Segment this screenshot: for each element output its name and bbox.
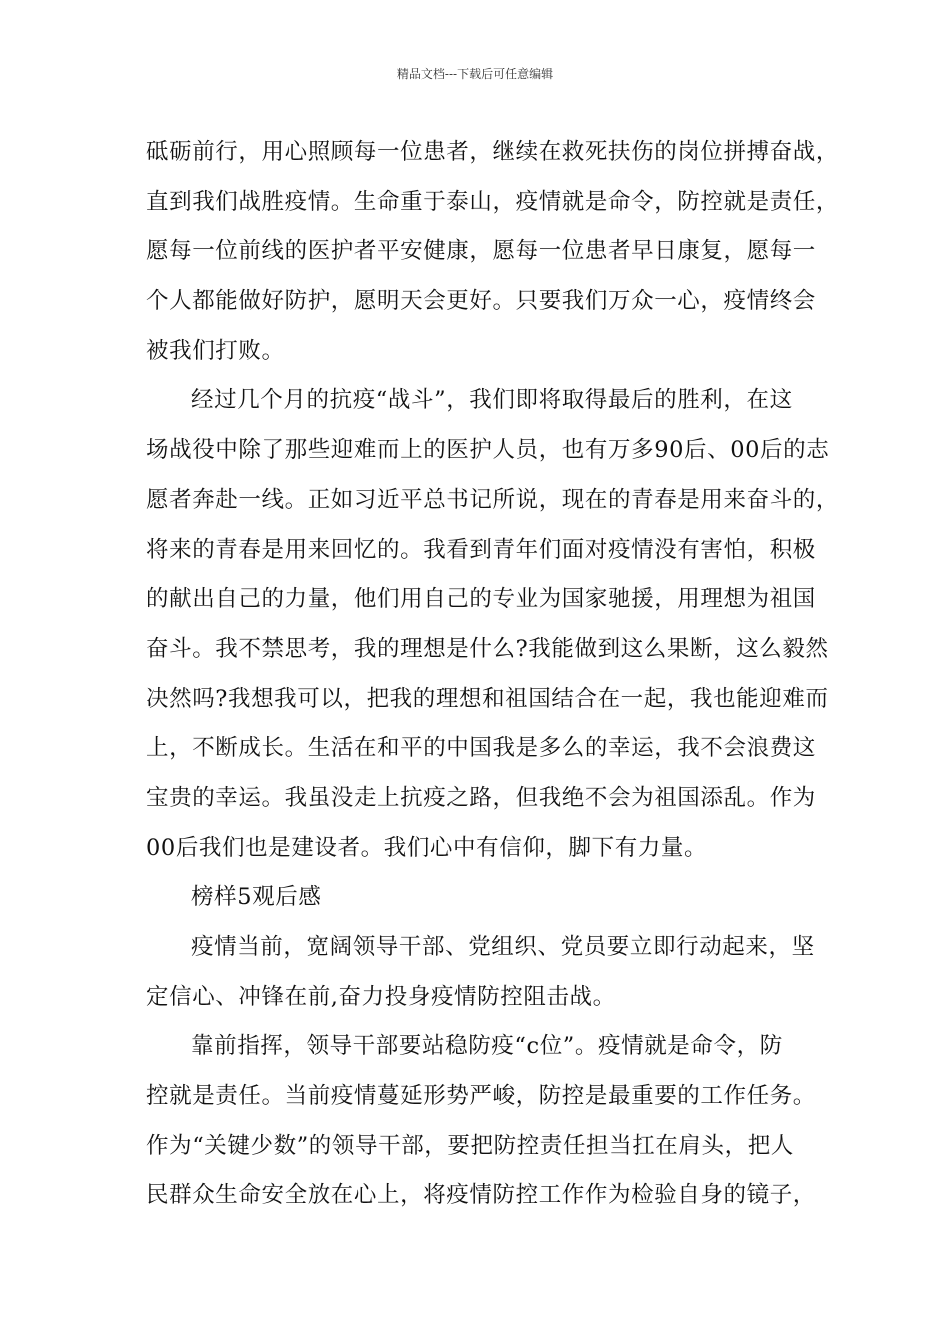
document-body [146,128,840,1221]
text-line: 愿者奔赴一线。正如习近平总书记所说，现在的青春是用来奋斗的， [146,486,840,513]
text-line: 定信心、冲锋在前,奋力投身疫情防控阻击战。 [146,983,616,1010]
text-line: 被我们打败。 [146,337,285,364]
text-line: 控就是责任。当前疫情蔓延形势严峻，防控是最重要的工作任务。 [146,1083,816,1110]
text-line: 民群众生命安全放在心上，将疫情防控工作作为检验自身的镜子， [146,1182,816,1209]
text-line: 将来的青春是用来回忆的。我看到青年们面对疫情没有害怕，积极 [146,536,816,563]
text-line: 决然吗?我想我可以，把我的理想和祖国结合在一起，我也能迎难而 [146,685,829,712]
text-line: 直到我们战胜疫情。生命重于泰山，疫情就是命令，防控就是责任， [146,188,840,215]
text-line: 的献出自己的力量，他们用自己的专业为国家驰援，用理想为祖国 [146,586,816,613]
text-line: 00后我们也是建设者。我们心中有信仰，脚下有力量。 [146,834,708,861]
text-line: 场战役中除了那些迎难而上的医护人员，也有万多90后、00后的志 [146,437,830,464]
text-line: 上，不断成长。生活在和平的中国我是多么的幸运，我不会浪费这 [146,735,816,762]
paragraph-start-line: 疫情当前，宽阔领导干部、党组织、党员要立即行动起来，坚 [191,934,815,960]
paragraph-start-line: 靠前指挥，领导干部要站稳防疫“c位”。疫情就是命令，防 [191,1033,783,1060]
text-line: 奋斗。我不禁思考，我的理想是什么?我能做到这么果断，这么毅然 [146,635,829,662]
text-line: 作为“关键少数”的领导干部，要把防控责任担当扛在肩头，把人 [146,1132,794,1159]
page-header: 精品文档---下载后可任意编辑 [396,67,554,81]
text-line: 愿每一位前线的医护者平安健康，愿每一位患者早日康复，愿每一 [146,238,816,265]
text-line: 砥砺前行，用心照顾每一位患者，继续在救死扶伤的岗位拼搏奋战， [146,139,840,165]
section-heading: 榜样5观后感 [191,884,322,911]
paragraph-start-line: 经过几个月的抗疫“战斗”，我们即将取得最后的胜利，在这 [191,387,793,414]
text-line: 宝贵的幸运。我虽没走上抗疫之路，但我绝不会为祖国添乱。作为 [146,784,816,811]
text-line: 个人都能做好防护，愿明天会更好。只要我们万众一心，疫情终会 [146,288,816,315]
